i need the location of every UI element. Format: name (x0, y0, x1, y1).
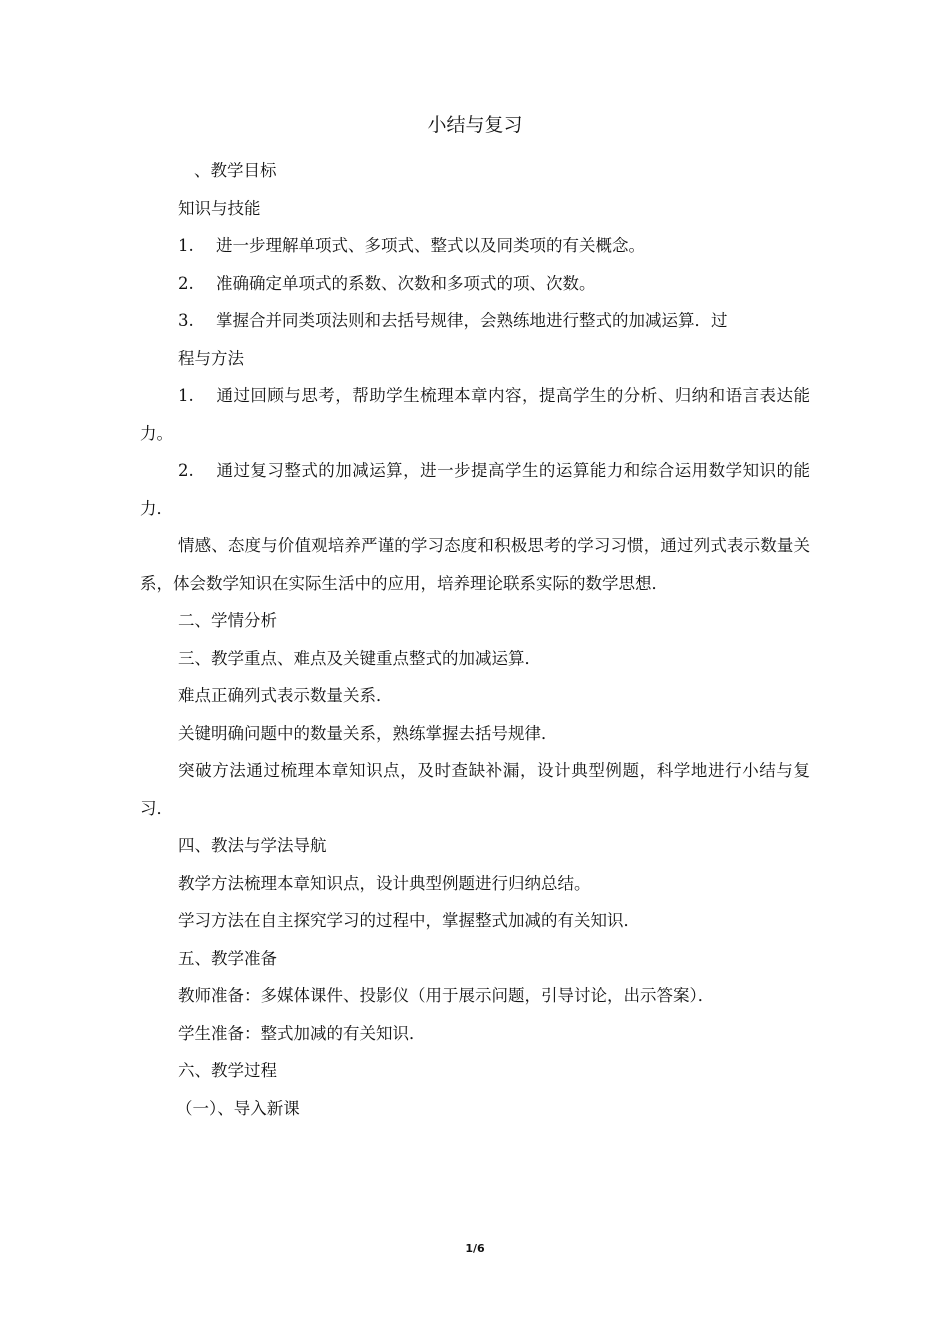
paragraph (140, 265, 810, 303)
paragraph (140, 902, 810, 940)
paragraph-text: 学生准备：整式加减的有关知识． (178, 1023, 426, 1043)
paragraph-text: 难点正确列式表示数量关系． (178, 686, 393, 705)
paragraph (140, 715, 810, 753)
paragraph-text: 二、学情分析 (178, 611, 277, 630)
paragraph-text: 五、教学准备 (178, 948, 277, 968)
paragraph-text: 程与方法 (178, 348, 244, 368)
paragraph (140, 940, 810, 978)
paragraph-text: 学习方法在自主探究学习的过程中，掌握整式加减的有关知识． (178, 911, 640, 930)
list-number: 1. (178, 236, 194, 255)
paragraph-text: 通过复习整式的加减运算，进一步提高学生的运算能力和综合运用数学知识的能力． (140, 461, 810, 518)
paragraph (140, 302, 810, 340)
paragraph-text: 关键明确问题中的数量关系，熟练掌握去括号规律． (178, 723, 558, 743)
paragraph-text: 教师准备：多媒体课件、投影仪（用于展示问题，引导讨论，出示答案）． (178, 986, 715, 1005)
paragraph-text: 知识与技能 (178, 198, 261, 218)
paragraph (140, 1052, 810, 1090)
paragraph (140, 1090, 810, 1128)
paragraph (140, 377, 810, 452)
paragraph (140, 227, 810, 265)
paragraph-text: 教学方法梳理本章知识点，设计典型例题进行归纳总结。 (178, 873, 591, 893)
paragraph (140, 190, 810, 228)
list-number: 2. (178, 273, 194, 293)
paragraph-text: 三、教学重点、难点及关键重点整式的加减运算． (178, 648, 541, 668)
paragraph-text: 突破方法通过梳理本章知识点，及时查缺补漏，设计典型例题，科学地进行小结与复习． (140, 761, 810, 818)
paragraph (140, 977, 810, 1015)
paragraph (140, 340, 810, 378)
paragraph-text: 通过回顾与思考，帮助学生梳理本章内容，提高学生的分析、归纳和语言表达能力。 (140, 386, 810, 443)
paragraph (140, 452, 810, 527)
paragraph (140, 640, 810, 678)
paragraph (140, 827, 810, 865)
list-number: 3. (178, 311, 194, 330)
document-body (140, 152, 810, 1127)
paragraph-text: 四、教法与学法导航 (178, 836, 327, 855)
paragraph-text: 情感、态度与价值观培养严谨的学习态度和积极思考的学习习惯，通过列式表示数量关系，体会数学知识在实际生活中的应用，培养理论联系实际的数学思想． (140, 536, 810, 593)
paragraph-text: 、教学目标 (194, 161, 277, 180)
paragraph-text: 六、教学过程 (178, 1061, 277, 1080)
paragraph-text: （一）、导入新课 (176, 1098, 300, 1118)
paragraph-text: 进一步理解单项式、多项式、整式以及同类项的有关概念。 (216, 236, 645, 255)
paragraph (140, 865, 810, 903)
paragraph (140, 1015, 810, 1053)
paragraph (140, 602, 810, 640)
paragraph-text: 掌握合并同类项法则和去括号规律，会熟练地进行整式的加减运算．过 (216, 311, 728, 330)
paragraph (140, 527, 810, 602)
paragraph (140, 152, 810, 190)
paragraph (140, 677, 810, 715)
paragraph-text: 准确确定单项式的系数、次数和多项式的项、次数。 (216, 273, 596, 293)
document-title: 小结与复习 (427, 114, 523, 136)
page-number: 1/6 (465, 1242, 485, 1255)
list-number: 2. (178, 461, 194, 480)
list-number: 1. (178, 386, 194, 405)
paragraph (140, 752, 810, 827)
